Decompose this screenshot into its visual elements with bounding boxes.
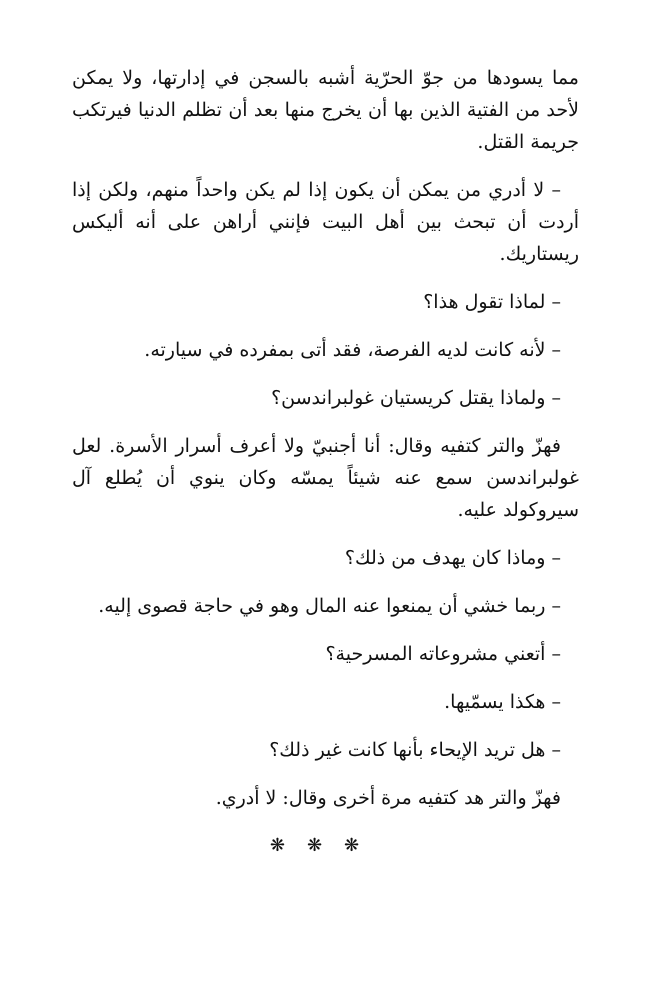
paragraph-dialogue: – أتعني مشروعاته المسرحية؟	[325, 643, 561, 665]
section-separator: ❋❋❋	[269, 835, 382, 856]
paragraph-dialogue: – هل تريد الإيحاء بأنها كانت غير ذلك؟	[269, 739, 561, 761]
paragraph-dialogue: – هكذا يسمّيها.	[444, 691, 561, 713]
paragraph-dialogue: – ولماذا يقتل كريستيان غولبراندسن؟	[271, 387, 561, 409]
paragraph-dialogue: – لا أدري من يمكن أن يكون إذا لم يكن واحداً منهم، ولكن إذا أردت أن تبحث بين أهل البيت فإنني أراهن على أنه أليكس ريستاريك.	[72, 179, 579, 265]
paragraph-dialogue: – وماذا كان يهدف من ذلك؟	[344, 547, 561, 569]
paragraph-dialogue: – ربما خشي أن يمنعوا عنه المال وهو في حاجة قصوى إليه.	[98, 595, 561, 617]
paragraph-continuation: مما يسودها من جوّ الحرّية أشبه بالسجن في إدارتها، ولا يمكن لأحد من الفتية الذين بها أن يخرج منها بعد أن تظلم الدنيا فيرتكب جريمة القتل.	[72, 67, 579, 153]
paragraph-narration: فهزّ والتر كتفيه وقال: أنا أجنبيّ ولا أعرف أسرار الأسرة. لعل غولبراندسن سمع عنه شيئاً يمسّه وكان ينوي أن يُطلع آل سيروكولد عليه.	[72, 435, 579, 521]
paragraph-narration: فهزّ والتر هد كتفيه مرة أخرى وقال: لا أدري.	[215, 787, 561, 809]
book-page	[72, 62, 579, 862]
paragraph-dialogue: – لماذا تقول هذا؟	[423, 291, 561, 313]
paragraph-dialogue: – لأنه كانت لديه الفرصة، فقد أتى بمفرده في سيارته.	[144, 339, 561, 361]
